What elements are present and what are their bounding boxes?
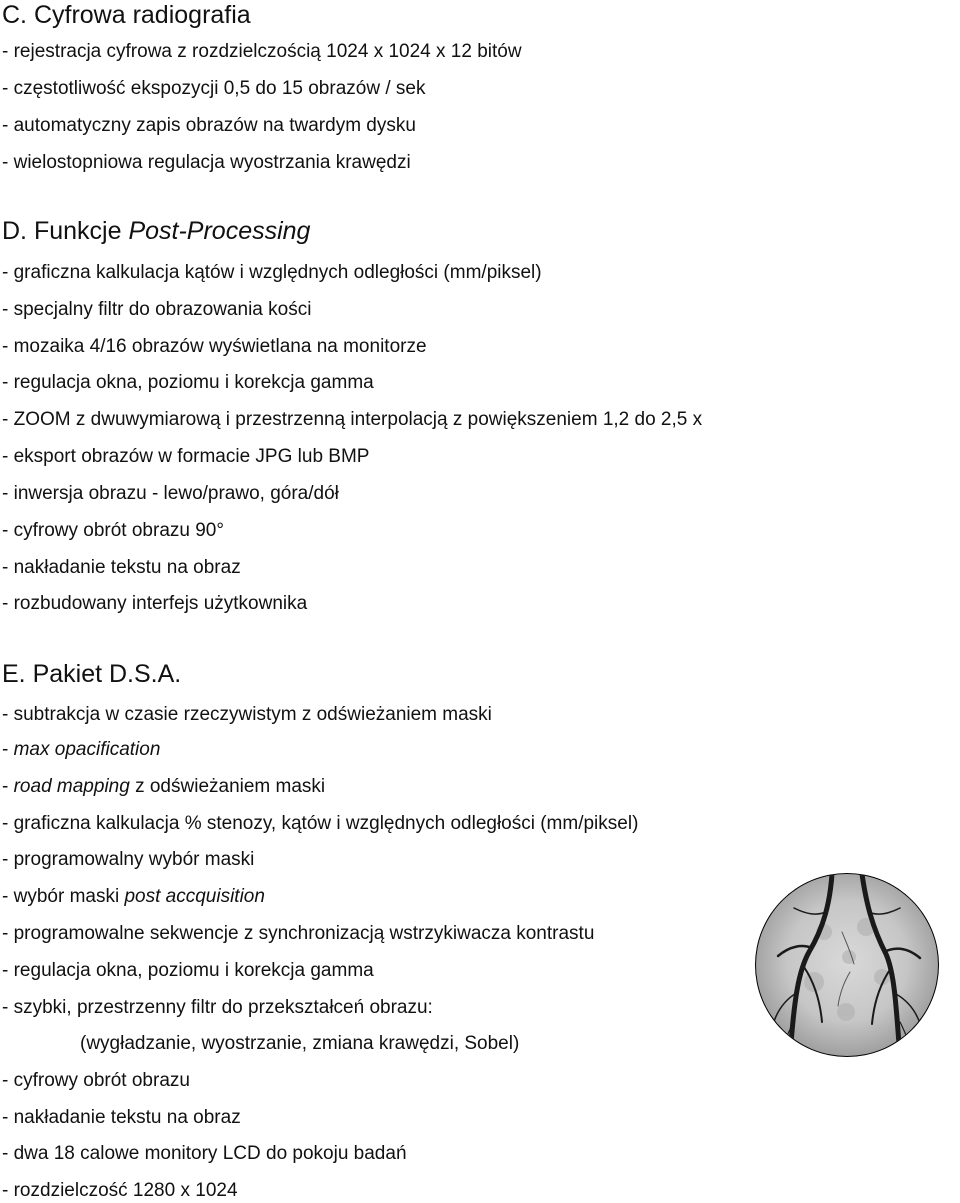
section-e-item-3-suffix: z odświeżaniem maski — [129, 776, 326, 797]
section-e-item-5: - programowalny wybór maski — [2, 849, 255, 870]
section-e-item-9-detail: (wygładzanie, wyostrzanie, zmiana krawędzi, Sobel) — [80, 1033, 520, 1054]
section-e-item-1: - subtrakcja w czasie rzeczywistym z odświeżaniem maski — [2, 704, 492, 725]
section-d-item-9: - nakładanie tekstu na obraz — [2, 557, 241, 578]
section-e-item-3 — [2, 775, 325, 799]
section-e-item-3-italic: road mapping — [13, 776, 130, 797]
section-d-item-7: - inwersja obrazu - lewo/prawo, góra/dół — [2, 483, 339, 504]
section-e-item-11: - nakładanie tekstu na obraz — [2, 1107, 241, 1128]
section-e-item-6-prefix: - wybór maski — [2, 886, 125, 907]
section-e-item-8: - regulacja okna, poziomu i korekcja gamma — [2, 960, 374, 981]
section-c-item-4: - wielostopniowa regulacja wyostrzania krawędzi — [2, 152, 411, 173]
section-c-item-3: - automatyczny zapis obrazów na twardym dysku — [2, 115, 416, 136]
section-d-item-2: - specjalny filtr do obrazowania kości — [2, 299, 312, 320]
section-c-item-2: - częstotliwość ekspozycji 0,5 do 15 obrazów / sek — [2, 78, 426, 99]
section-d-item-1: - graficzna kalkulacja kątów i względnych odległości (mm/piksel) — [2, 262, 542, 283]
section-c-title: C. Cyfrowa radiografia — [2, 1, 251, 29]
section-e-item-2-italic: max opacification — [13, 739, 161, 760]
section-d-item-5: - ZOOM z dwuwymiarową i przestrzenną interpolacją z powiększeniem 1,2 do 2,5 x — [2, 409, 703, 430]
section-d-title-italic: Post-Processing — [128, 217, 311, 245]
section-d-item-6: - eksport obrazów w formacie JPG lub BMP — [2, 446, 370, 467]
section-d-item-8: - cyfrowy obrót obrazu 90° — [2, 520, 224, 541]
section-e-item-3-prefix: - — [2, 776, 14, 797]
section-e-item-9: - szybki, przestrzenny filtr do przekształceń obrazu: — [2, 997, 433, 1018]
section-e-item-6-italic: post accquisition — [124, 886, 265, 907]
section-d-title-prefix: D. Funkcje — [2, 217, 129, 245]
angiography-image — [754, 872, 940, 1058]
section-d-title — [2, 216, 310, 246]
section-e-item-12: - dwa 18 calowe monitory LCD do pokoju badań — [2, 1143, 407, 1164]
section-e-item-2-prefix: - — [2, 739, 14, 760]
section-d-item-4: - regulacja okna, poziomu i korekcja gamma — [2, 372, 374, 393]
section-e-item-13: - rozdzielczość 1280 x 1024 — [2, 1180, 238, 1201]
section-e-item-2 — [2, 738, 160, 762]
section-d-item-3: - mozaika 4/16 obrazów wyświetlana na monitorze — [2, 336, 427, 357]
section-c-item-1: - rejestracja cyfrowa z rozdzielczością 1024 x 1024 x 12 bitów — [2, 41, 522, 62]
section-e-item-7: - programowalne sekwencje z synchronizacją wstrzykiwacza kontrastu — [2, 923, 595, 944]
section-e-item-10: - cyfrowy obrót obrazu — [2, 1070, 190, 1091]
section-e-item-6 — [2, 885, 265, 909]
section-e-title: E. Pakiet D.S.A. — [2, 660, 182, 688]
section-e-item-4: - graficzna kalkulacja % stenozy, kątów i względnych odległości (mm/piksel) — [2, 813, 639, 834]
section-d-item-10: - rozbudowany interfejs użytkownika — [2, 593, 308, 614]
